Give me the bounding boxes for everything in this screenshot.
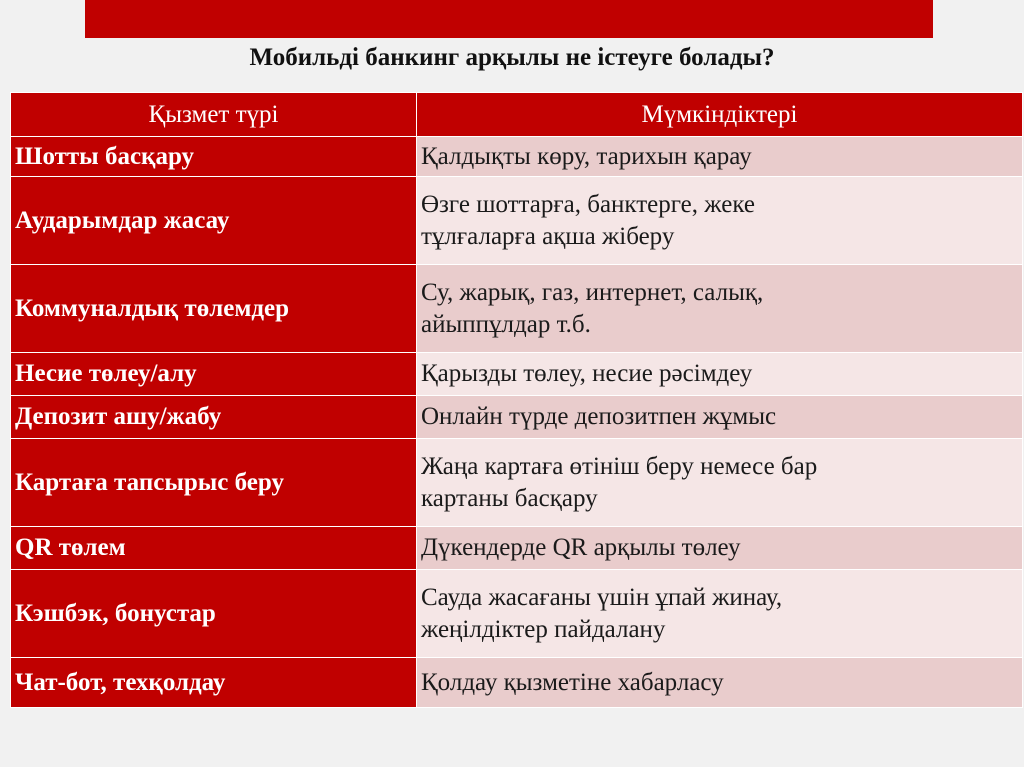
feature-line: тұлғаларға ақша жіберу <box>421 222 675 250</box>
slide-title: Мобильді банкинг арқылы не істеуге болады? <box>249 44 775 71</box>
service-cell: Несие төлеу/алу <box>11 353 417 396</box>
table-row <box>11 177 1023 265</box>
service-cell: Картаға тапсырыс беру <box>11 439 417 527</box>
table-header-row <box>11 93 1023 137</box>
service-cell: Шотты басқару <box>11 137 417 177</box>
header-service: Қызмет түрі <box>11 93 417 137</box>
table-row <box>11 527 1023 570</box>
feature-line: Жаңа картаға өтініш беру немесе бар <box>421 452 818 480</box>
service-cell: Чат-бот, техқолдау <box>11 658 417 708</box>
services-table <box>10 92 1023 708</box>
header-features: Мүмкіндіктері <box>417 93 1023 137</box>
feature-cell <box>417 396 1023 439</box>
feature-line: картаны басқару <box>421 484 598 512</box>
feature-cell <box>417 658 1023 708</box>
table-row <box>11 570 1023 658</box>
feature-line: Қалдықты көру, тарихын қарау <box>421 142 752 170</box>
feature-line: Сауда жасағаны үшін ұпай жинау, <box>421 583 783 611</box>
feature-line: Өзге шоттарға, банктерге, жеке <box>421 190 755 218</box>
table-row <box>11 353 1023 396</box>
feature-cell <box>417 439 1023 527</box>
service-cell: Аударымдар жасау <box>11 177 417 265</box>
feature-cell <box>417 177 1023 265</box>
feature-line: Дүкендерде QR арқылы төлеу <box>421 534 741 561</box>
service-cell: Депозит ашу/жабу <box>11 396 417 439</box>
table-row <box>11 658 1023 708</box>
feature-cell <box>417 527 1023 570</box>
feature-line: айыппұлдар т.б. <box>421 310 591 338</box>
table-row <box>11 137 1023 177</box>
feature-line: Онлайн түрде депозитпен жұмыс <box>421 403 777 430</box>
service-cell: QR төлем <box>11 527 417 570</box>
service-cell: Кэшбэк, бонустар <box>11 570 417 658</box>
feature-line: Қарызды төлеу, несие рәсімдеу <box>421 360 753 387</box>
feature-cell <box>417 265 1023 353</box>
feature-cell <box>417 137 1023 177</box>
table-row <box>11 439 1023 527</box>
feature-line: Су, жарық, газ, интернет, салық, <box>421 278 764 306</box>
service-cell: Коммуналдық төлемдер <box>11 265 417 353</box>
feature-line: жеңілдіктер пайдалану <box>421 615 666 643</box>
table-row <box>11 265 1023 353</box>
table-row <box>11 396 1023 439</box>
feature-line: Қолдау қызметіне хабарласу <box>421 668 724 696</box>
top-accent-bar <box>85 0 933 38</box>
feature-cell <box>417 570 1023 658</box>
feature-cell <box>417 353 1023 396</box>
